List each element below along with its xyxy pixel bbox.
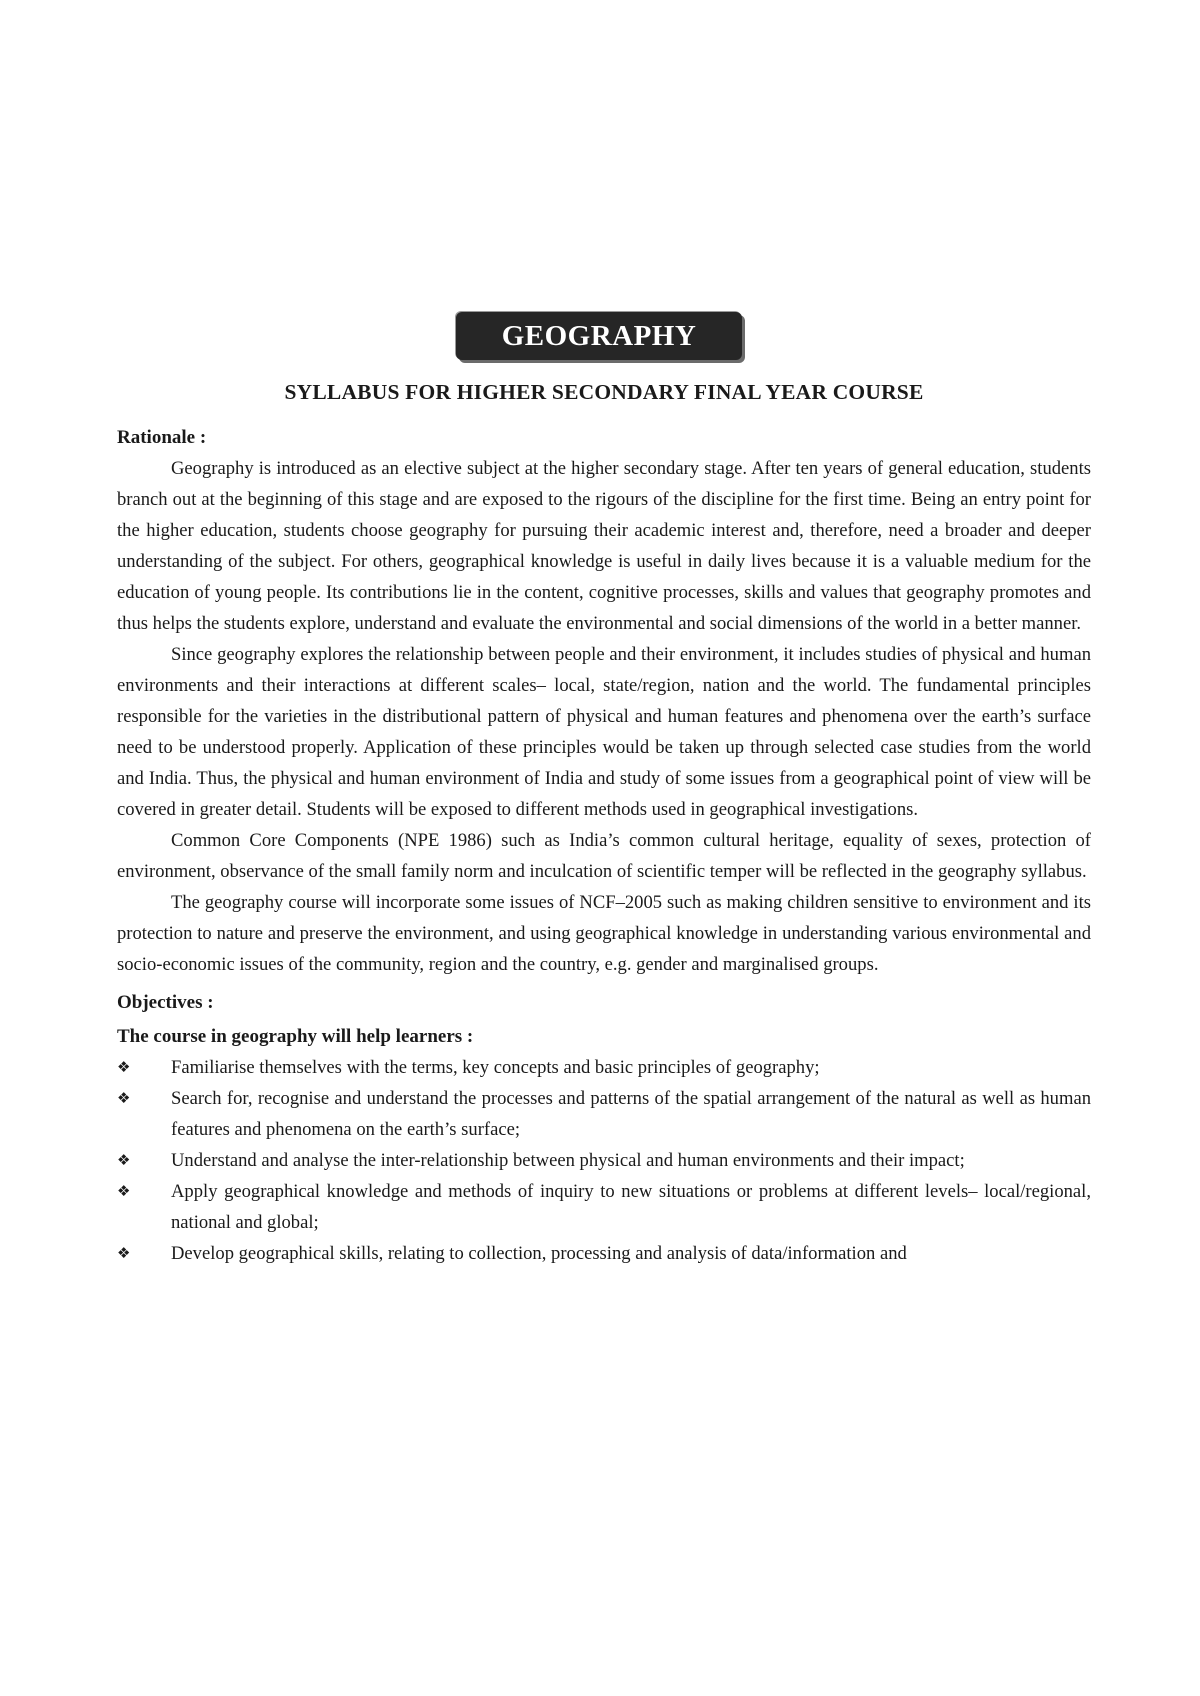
list-item <box>117 1145 1091 1176</box>
subject-title: GEOGRAPHY <box>501 320 697 352</box>
document-body <box>117 422 1091 1269</box>
list-item <box>117 1052 1091 1083</box>
objective-text: Search for, recognise and understand the processes and patterns of the spatial arrangement of the natural as well as human features and phenomena on the earth’s surface; <box>171 1088 1091 1140</box>
subject-title-banner <box>456 312 742 360</box>
list-item <box>117 1238 1091 1269</box>
diamond-bullet-icon: ❖ <box>117 1089 131 1107</box>
objective-text: Understand and analyse the inter-relationship between physical and human environments and their impact; <box>171 1150 965 1171</box>
rationale-paragraph-3: Common Core Components (NPE 1986) such as India’s common cultural heritage, equality of sexes, protection of environment, observance of the small family norm and inculcation of scientific temper will be reflected in the geography syllabus. <box>117 830 1091 882</box>
rationale-paragraph-2: Since geography explores the relationship between people and their environment, it includes studies of physical and human environments and their interactions at different scales– local, state/region, nation and the world. The fundamental principles responsible for the varieties in the distributional pattern of physical and human features and phenomena over the earth’s surface need to be understood properly. Application of these principles would be taken up through selected case studies from the world and India. Thus, the physical and human environment of India and study of some issues from a geographical point of view will be covered in greater detail. Students will be exposed to different methods used in geographical investigations. <box>117 644 1091 820</box>
diamond-bullet-icon: ❖ <box>117 1058 131 1076</box>
objective-text: Apply geographical knowledge and methods of inquiry to new situations or problems at different levels– local/regional, national and global; <box>171 1181 1091 1233</box>
syllabus-subtitle: SYLLABUS FOR HIGHER SECONDARY FINAL YEAR COURSE <box>284 380 924 404</box>
rationale-paragraph-4: The geography course will incorporate some issues of NCF–2005 such as making children sensitive to environment and its protection to nature and preserve the environment, and using geographical knowledge in understanding various environmental and socio-economic issues of the community, region and the country, e.g. gender and marginalised groups. <box>117 892 1091 975</box>
diamond-bullet-icon: ❖ <box>117 1182 131 1200</box>
objectives-list <box>117 1052 1091 1269</box>
rationale-paragraph-1: Geography is introduced as an elective subject at the higher secondary stage. After ten years of general education, students branch out at the beginning of this stage and are exposed to the rigours of the discipline for the first time. Being an entry point for the higher education, students choose geography for pursuing their academic interest and, therefore, need a broader and deeper understanding of the subject. For others, geographical knowledge is useful in daily lives because it is a valuable medium for the education of young people. Its contributions lie in the content, cognitive processes, skills and values that geography promotes and thus helps the students explore, understand and evaluate the environmental and social dimensions of the world in a better manner. <box>117 458 1091 634</box>
diamond-bullet-icon: ❖ <box>117 1244 131 1262</box>
objectives-intro: The course in geography will help learners : <box>117 1026 474 1047</box>
list-item <box>117 1083 1091 1145</box>
objective-text: Develop geographical skills, relating to collection, processing and analysis of data/information and <box>171 1243 907 1264</box>
objective-text: Familiarise themselves with the terms, key concepts and basic principles of geography; <box>171 1057 820 1078</box>
list-item <box>117 1176 1091 1238</box>
rationale-heading: Rationale : <box>117 427 207 448</box>
objectives-heading: Objectives : <box>117 992 214 1013</box>
diamond-bullet-icon: ❖ <box>117 1151 131 1169</box>
